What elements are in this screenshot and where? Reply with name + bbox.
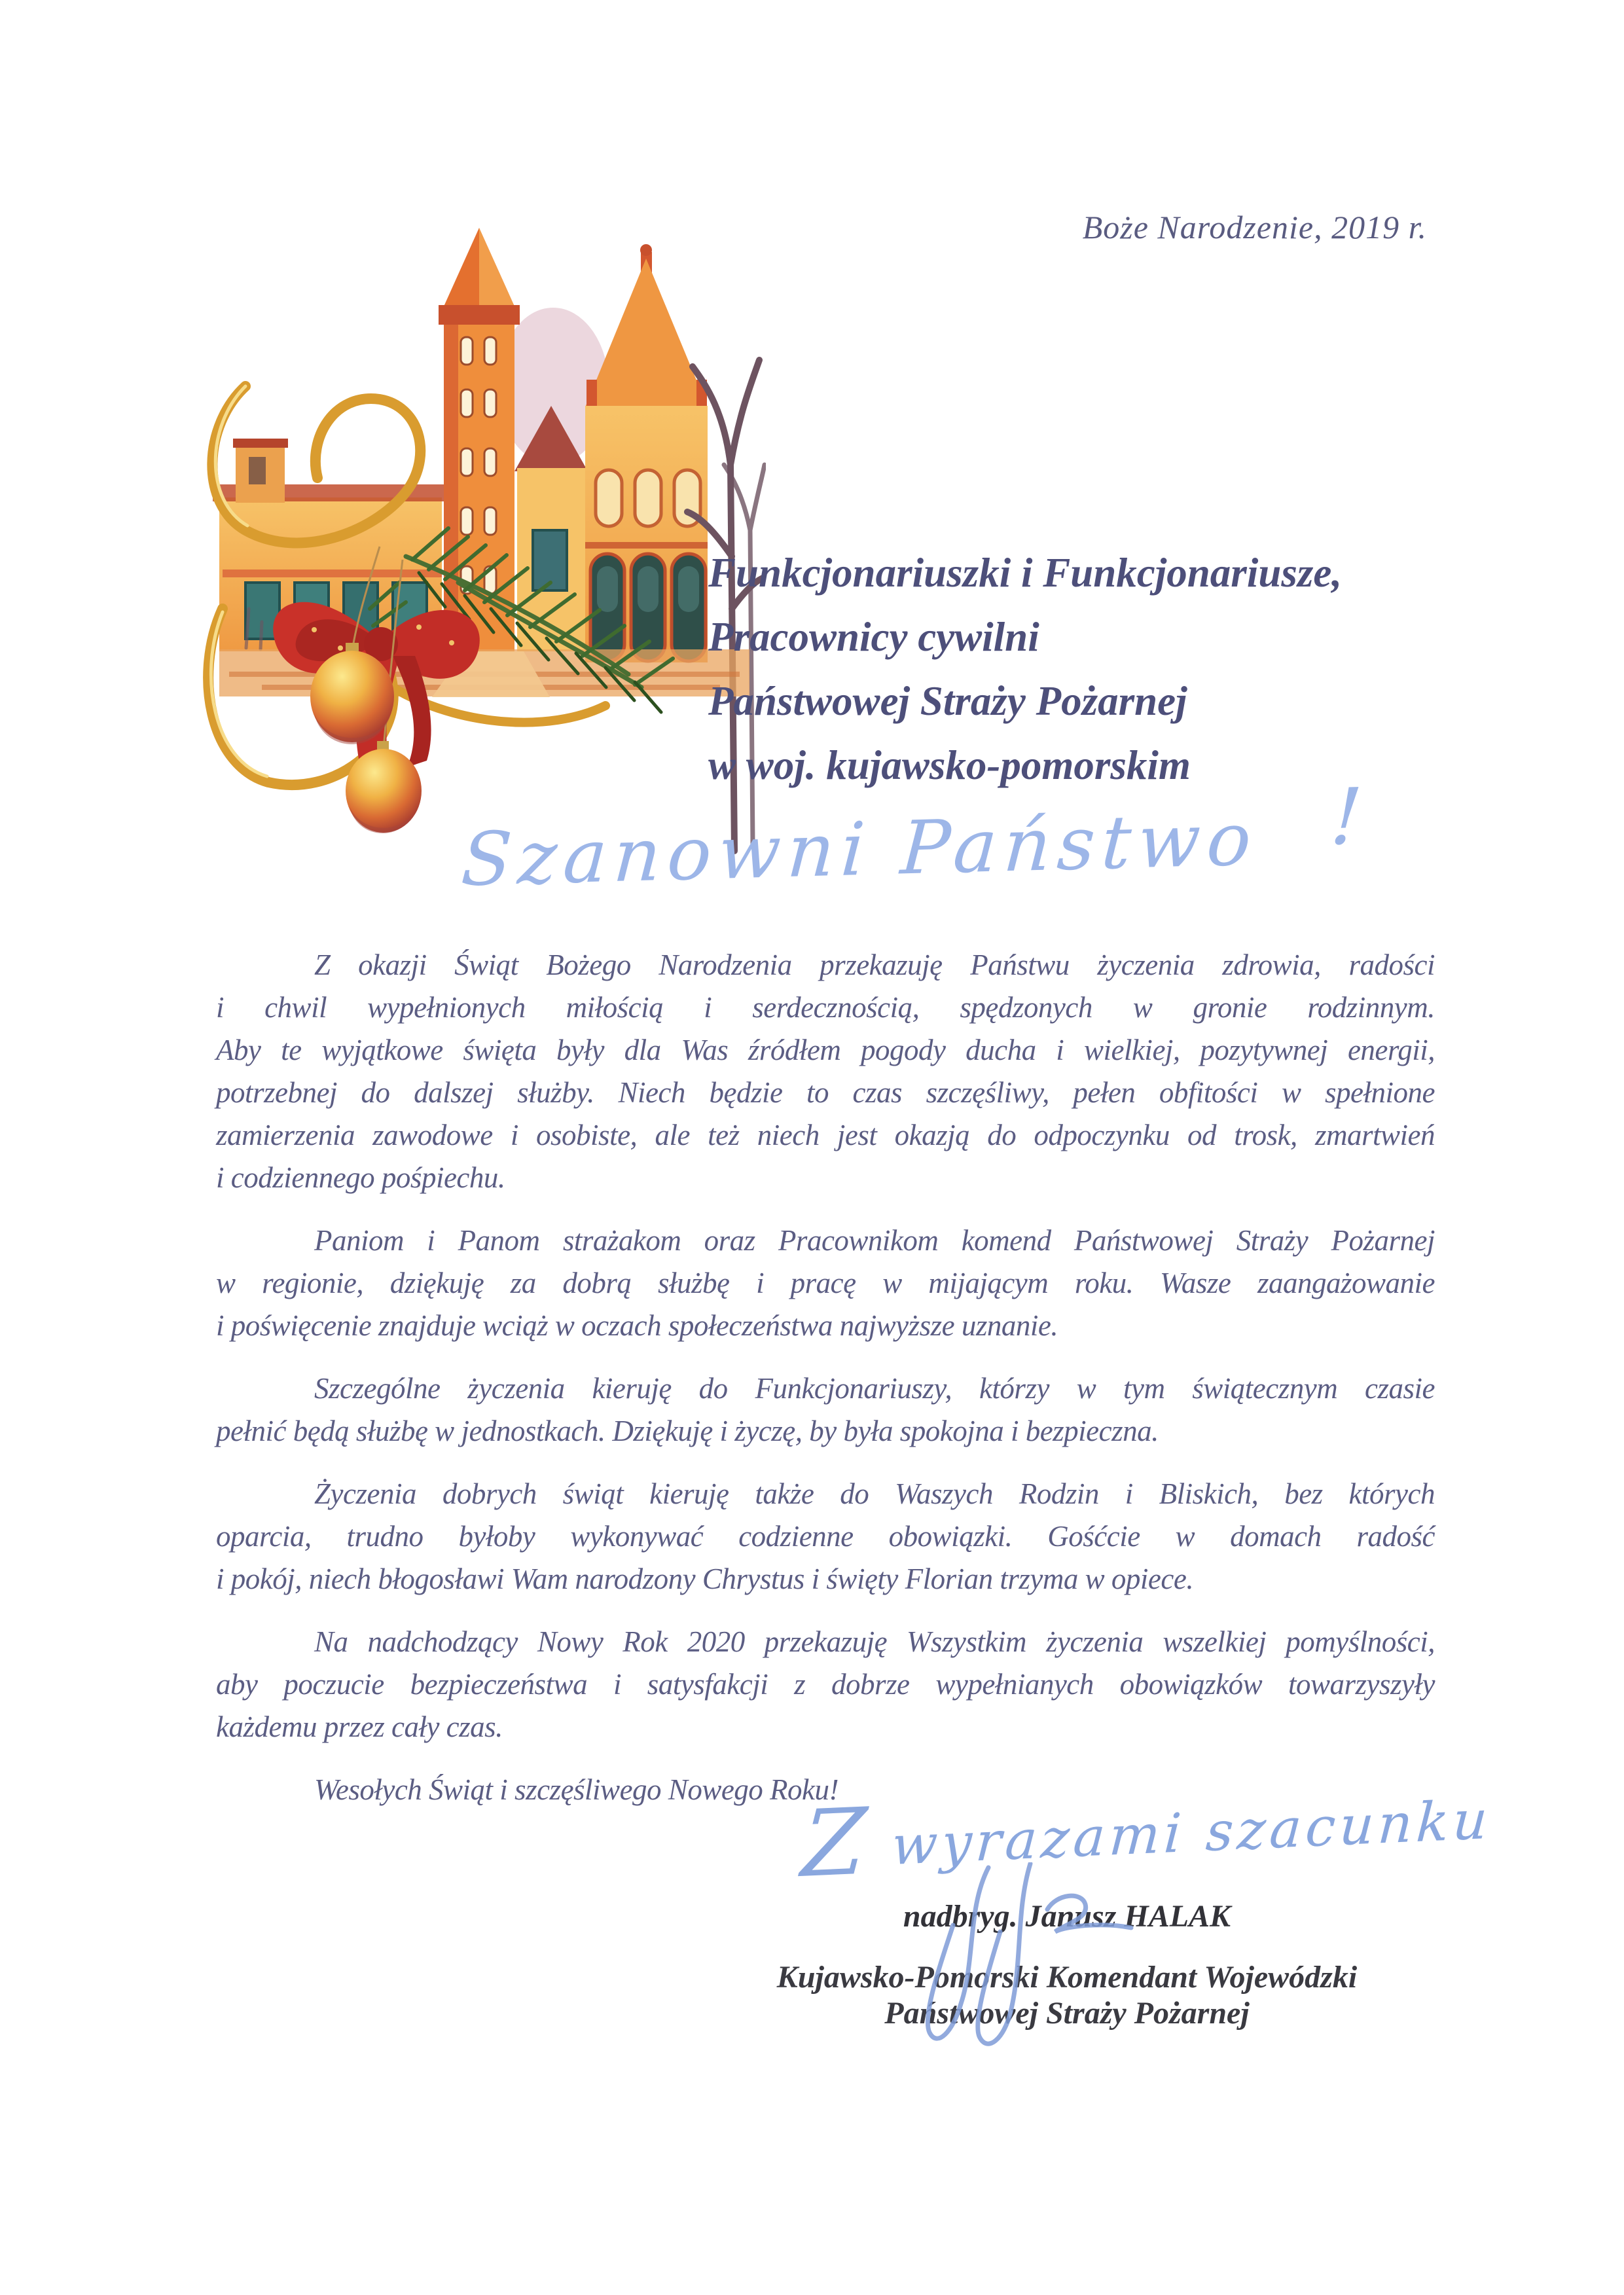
salutation-heading: [708, 541, 1598, 797]
paragraph-line: aby poczucie bezpieczeństwa i satysfakcji z dobrze wypełnianych obowiązków towarzyszyły: [216, 1668, 1435, 1701]
christmas-artwork: [183, 190, 766, 1041]
greeting-text: Szanowni Państwo: [459, 797, 1261, 903]
paragraph-line: Szczególne życzenia kieruję do Funkcjonariuszy, którzy w tym świątecznym czasie: [314, 1372, 1435, 1405]
paragraph-line: zamierzenia zawodowe i osobiste, ale też niech jest okazją do odpoczynku od trosk, zmartwień: [216, 1119, 1435, 1151]
signature-scribble-icon: [890, 1862, 1172, 2059]
greeting-exclamation: !: [1327, 770, 1365, 863]
paragraph-line: oparcia, trudno byłoby wykonywać codzienne obowiązki. Gośćcie w domach radość: [216, 1520, 1435, 1553]
paragraph-line: i pokój, niech błogosławi Wam narodzony Chrystus i święty Florian trzyma w opiece.: [216, 1563, 1194, 1595]
heading-line: Państwowej Straży Pożarnej: [708, 678, 1187, 724]
heading-line: w woj. kujawsko-pomorskim: [708, 742, 1191, 788]
paragraph-line: każdemu przez cały czas.: [216, 1710, 503, 1743]
paragraph-line: Z okazji Świąt Bożego Narodzenia przekazuję Państwu życzenia zdrowia, radości: [314, 949, 1435, 981]
paragraph-line: i poświęcenie znajduje wciąż w oczach społeczeństwa najwyższe uznanie.: [216, 1309, 1058, 1342]
letter-body: [216, 944, 1435, 1832]
paragraph: [216, 944, 1435, 1199]
signature-title-line1: Kujawsko-Pomorski Komendant Wojewódzki: [776, 1960, 1358, 1995]
closing-z: Z: [799, 1788, 869, 1899]
paragraph-line: i chwil wypełnionych miłością i serdecznością, spędzonych w gronie rodzinnym.: [216, 991, 1435, 1024]
right-building: [585, 244, 708, 662]
paragraph-line: Życzenia dobrych świąt kieruję także do Waszych Rodzin i Bliskich, bez których: [314, 1477, 1435, 1510]
paragraph: [216, 1220, 1435, 1347]
paragraph-line: Aby te wyjątkowe święta były dla Was źródłem pogody ducha i wielkiej, pozytywnej energii,: [216, 1034, 1435, 1066]
heading-line: Funkcjonariuszki i Funkcjonariusze,: [708, 550, 1343, 596]
signature-title-line2: Państwowej Straży Pożarnej: [884, 1996, 1250, 2031]
paragraph-line: i codziennego pośpiechu.: [216, 1161, 505, 1194]
paragraph: [216, 1621, 1435, 1748]
closing-rest: wyrazami szacunku: [890, 1788, 1494, 1878]
paragraph-line: Wesołych Świąt i szczęśliwego Nowego Roku!: [314, 1773, 839, 1806]
heading-line: Pracownicy cywilni: [708, 614, 1039, 660]
date-line: Boże Narodzenie, 2019 r.: [1082, 209, 1427, 245]
fire-station-illustration-icon: [183, 190, 766, 1041]
paragraph-line: Paniom i Panom strażakom oraz Pracownikom komend Państwowej Straży Pożarnej: [314, 1224, 1435, 1257]
paragraph-line: w regionie, dziękuję za dobrą służbę i pracę w mijającym roku. Wasze zaangażowanie: [216, 1267, 1435, 1299]
paragraph-line: pełnić będą służbę w jednostkach. Dziękuję i życzę, by była spokojna i bezpieczna.: [216, 1415, 1159, 1447]
paragraph: [216, 1473, 1435, 1600]
signature-name: nadbryg. Janusz HALAK: [903, 1899, 1231, 1934]
paragraph-line: potrzebnej do dalszej służby. Niech będzie to czas szczęśliwy, pełen obfitości w spełnione: [216, 1076, 1435, 1109]
paragraph-line: Na nadchodzący Nowy Rok 2020 przekazuję Wszystkim życzenia wszelkiej pomyślności,: [314, 1625, 1435, 1658]
paragraph: [216, 1367, 1435, 1453]
